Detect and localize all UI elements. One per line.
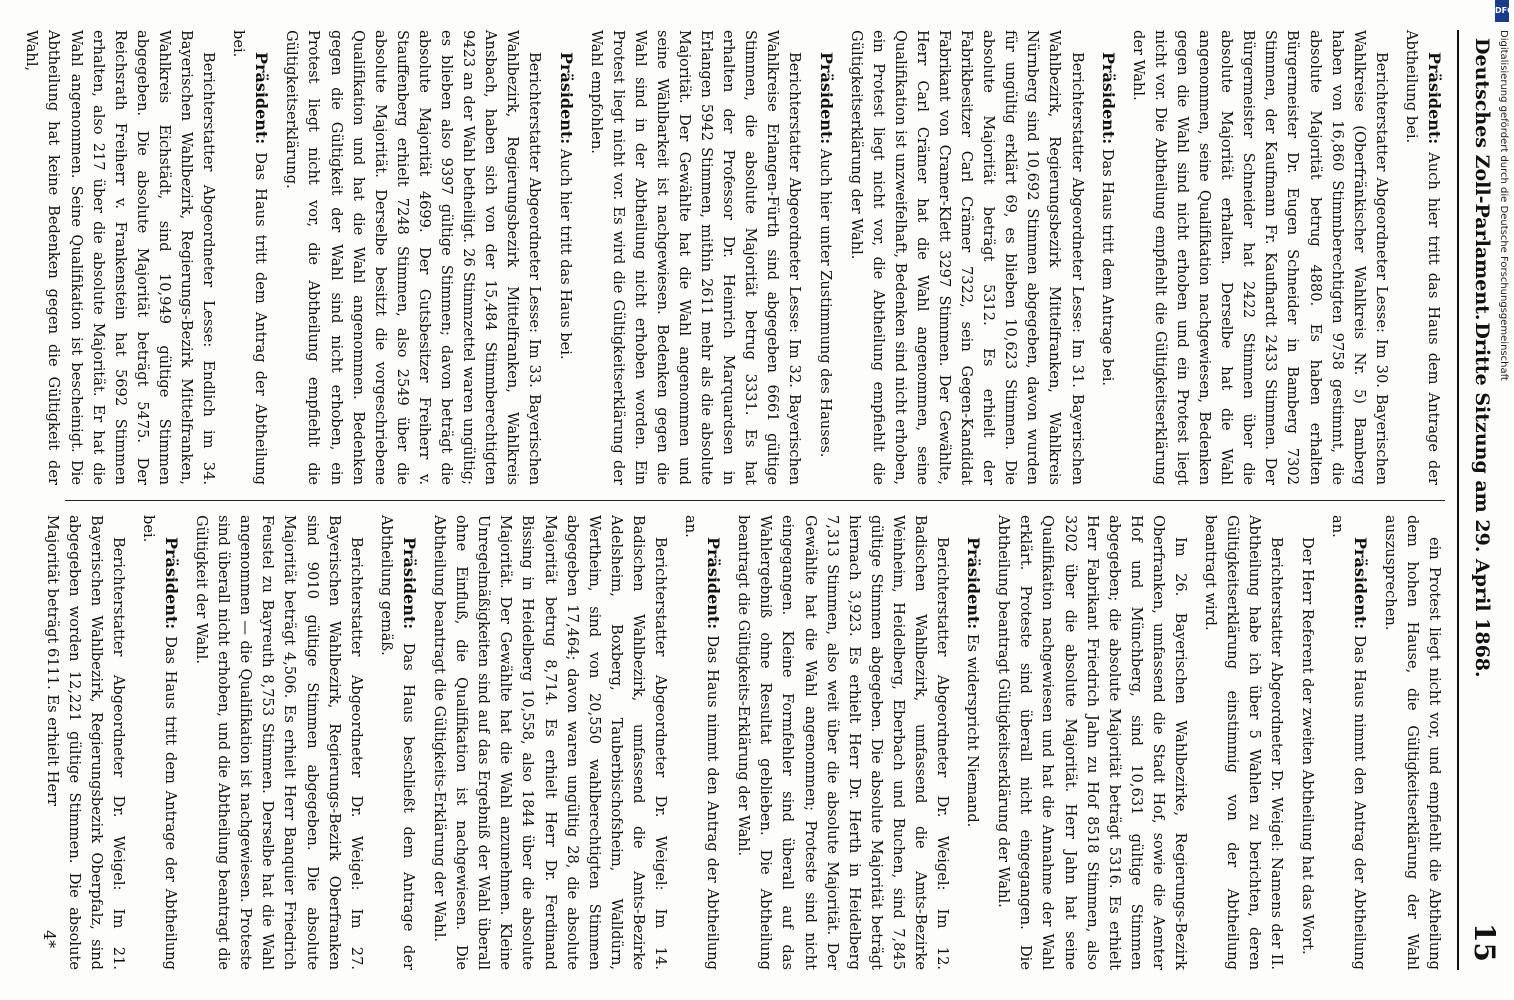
header-page-number: 15 — [1468, 923, 1501, 962]
paragraph-text: Berichterstatter Abgeordneter Lesse: Endlich im 34. Bayerischen Wahlbezirk, Regierungs-Bezirk Mittelfranken, Wahlkreis Eichstädt, sind 10,949 gültige Stimmen abgegeben. Die absolute Majorität beträgt 5475. Der Reichsrath Freiherr v. Frankenstein hat 5692 Stimmen erhalten, also 217 über die absolute Majorität. Er hat die Wahl angenommen. Seine Qualifikation ist bescheinigt. Die Abtheilung hat keine Bedenken gegen die Gültigkeit der Wahl, — [23, 30, 218, 485]
digitization-credit-text: Digitalisierung gefördert durch die Deutsche Forschungsgemeinschaft — [1498, 30, 1509, 381]
header-session-title: Dritte Sitzung am 29. April 1868. — [1471, 322, 1493, 678]
paragraph-text: Berichterstatter Abgeordneter Dr. Weigel: Im 27. Bayerischen Wahlbezirk, Regierungs-Bezirk Oberfranken sind 9010 gültige Stimmen abgegeben. Die absolute Majorität beträgt 4,506. Es erhielt Herr Banquier Friedrich Feustel zu Bayreuth 8,753 Stimmen. Derselbe hat die Wahl angenommen — die Qualifikation ist nachgewiesen. Proteste sind überall nicht erhoben, und die Abtheilung beantragt die Gültigkeit der Wahl. — [193, 515, 365, 970]
paragraph — [20, 30, 219, 485]
paragraph — [1400, 30, 1445, 485]
paragraph-text: Berichterstatter Abgeordneter Dr. Weigel: Im 21. Bayerischen Wahlbezirk, Regierungsbezirk Oberpfalz, sind abgegeben worden 12,221 gültige Stimmen. Die absolute Majorität beträgt 6111. Es erhielt Herr — [43, 515, 127, 970]
paragraph — [732, 515, 953, 970]
paragraph — [1127, 30, 1392, 485]
paragraph — [1295, 515, 1317, 970]
speaker-label: Präsident: — [1098, 52, 1118, 145]
paragraph — [375, 515, 420, 970]
paragraph-text: Es widerspricht Niemand. — [964, 633, 982, 828]
paragraph — [992, 515, 1191, 970]
speaker-label: Präsident: — [252, 52, 272, 145]
speaker-label: Präsident: — [704, 537, 724, 630]
paragraph — [1199, 515, 1287, 970]
paragraph — [553, 30, 576, 485]
paragraph-text: Berichterstatter Abgeordneter Lesse: Im 31. Bayerischen Wahlbezirk, Regierungsbezirk Mittelfranken, Wahlkreis Nürnberg sind 10,692 Stimmen abgegeben, davon wurden für ungültig erklärt 69, es blieben 10,623 Stimmen. Die absolute Majorität beträgt 5312. Es erhielt der Fabrikbesitzer Carl Crämer 7322, sein Gegen-Kandidat Fabrikant von Cramer-Klett 3297 Stimmen. Der Gewählte, Herr Carl Crämer hat die Wahl angenommen, seine Qualifikation ist unzweifelhaft, Bedenken sind nicht erhoben, ein Protest liegt nicht vor, die Abtheilung empfiehlt die Gültigkeitserklärung der Wahl. — [847, 30, 1086, 485]
speaker-label: Präsident: — [964, 537, 984, 630]
paragraph-text: Der Herr Referent der zweiten Abtheilung hat das Wort. — [1298, 537, 1316, 955]
paragraph — [845, 30, 1088, 485]
paragraph-text: Im 26. Bayerischen Wahlbezirke, Regierungs-Bezirk Oberfranken, umfassend die Stadt Hof, sowie die Aemter Hof und Münchberg, sind 10,631 gültige Stimmen abgegeben; die absolute Majorität beträgt 5316. Es erhielt Herr Fabrikant Friedrich Jahn zu Hof 8518 Stimmen, also 3202 über die absolute Majorität. Herr Jahn hat seine Qualifikation nachgewiesen und hat die Annahme der Wahl erklärt. Proteste sind überall nicht eingegangen. Die Abtheilung beantragt Gültigkeitserklärung der Wahl. — [995, 515, 1190, 970]
paragraph-text: Berichterstatter Abgeordneter Dr. Weigel: Im 14. Badischen Wahlbezirk, umfassend die Amts-Bezirke Adelsheim, Boxberg, Tauberbischofsheim, Walldürn, Wertheim, sind von 20,550 wahlberechtigten Stimmen abgegeben 17,464; davon waren ungültig 28, die absolute Majorität betrug 8,714. Es erhielt Herr Dr. Ferdinand Bissing in Heidelberg 10,558, also 1844 über die absolute Majorität. Der Gewählte hat die Wahl anzunehmen. Kleine Unregelmäßigkeiten sind auf das Ergebniß der Wahl überall ohne Einfluß, die Qualifikation ist nachgewiesen. Die Abtheilung beantragt die Gültigkeits-Erklärung der Wahl. — [431, 515, 669, 970]
text-column-right — [43, 515, 1445, 971]
paragraph-text: Berichterstatter Abgeordneter Lesse: Im 33. Bayerischen Wahlbezirk, Regierungsbezirk Mittelfranken, Wahlkreis Ansbach, haben sich von der 15,484 Stimmberechtigten 9423 an der Wahl betheiligt. 26 Stimmzettel waren ungültig; es blieben also 9397 gültige Stimmen; davon beträgt die absolute Majorität 4699. Der Gutsbesitzer Freiherr v. Stauffenberg erhielt 7248 Stimmen, also 2549 über die absolute Majorität. Derselbe besitzt die vorgeschriebene Qualifikation und hat die Wahl angenommen. Bedenken gegen die Gültigkeit der Wahl sind nicht erhoben, ein Protest liegt nicht vor, die Abtheilung empfiehlt die Gültigkeitserklärung. — [283, 30, 544, 485]
paragraph-text: ein Protest liegt nicht vor, und empfiehlt die Abtheilung dem hohen Hause, die Gültigkeitserklärung der Wahl auszusprechen. — [1381, 515, 1443, 970]
dfg-logo: DFG — [1495, 0, 1509, 22]
paragraph-text: Das Haus tritt dem Antrage bei. — [1098, 148, 1116, 387]
speaker-label: Präsident: — [399, 537, 419, 630]
paragraph — [190, 515, 367, 970]
speaker-label: Präsident: — [162, 537, 182, 630]
paragraph — [1096, 30, 1119, 485]
paragraph — [227, 30, 272, 485]
paragraph-text: Das Haus nimmt den Antrag der Abtheilung an. — [1328, 515, 1368, 971]
paragraph — [40, 515, 128, 970]
paragraph-text: Das Haus tritt dem Antrag der Abtheilung bei. — [230, 30, 270, 485]
paragraph-text: Das Haus nimmt den Antrag der Abtheilung an. — [682, 515, 722, 971]
paragraph-text: Auch hier tritt das Haus bei. — [556, 148, 574, 360]
paragraph-text: Berichterstatter Abgeordneter Lesse: Im 32. Bayerischen Wahlkreise Erlangen-Fürth sind abgegeben 6661 gültige Stimmen, die absolute Majorität betrug 3331. Es hat erhalten der Professor Dr. Heinrich Marquardsen in Erlangen 5942 Stimmen, mithin 2611 mehr als die absolute Majorität. Der Gewählte hat die Wahl angenommen und seine Wählbarkeit ist nachgewiesen. Bedenken gegen die Wahl sind in der Abtheilung nicht erhoben worden. Ein Protest liegt nicht vor. Es wird die Gültigkeitserklärung der Wahl empfohlen. — [587, 30, 804, 485]
speaker-label: Präsident: — [556, 52, 576, 145]
credit-strip — [1495, 0, 1514, 1000]
paragraph-text: Berichterstatter Abgeordneter Dr. Weigel: Im 12. Badischen Wahlbezirk, umfassend die Amts-Bezirke Weinheim, Heidelberg, Eberbach und Buchen, sind 7,845 gültige Stimmen abgegeben. Die absolute Majorität beträgt hiernach 3,923. Es erhielt Herr Dr. Herth in Heidelberg 7,313 Stimmen, also weit über die absolute Majorität. Der Gewählte hat die Wahl angenommen; Proteste sind nicht eingegangen. Kleine Formfehler sind überall auf das Wahlergebniß ohne Resultat geblieben. Die Abtheilung beantragt die Gültigkeits-Erklärung der Wahl. — [735, 515, 952, 970]
signature-mark: 4* — [40, 930, 59, 949]
paragraph — [280, 30, 545, 485]
paragraph-text: Auch hier unter Zustimmung des Hauses. — [816, 148, 834, 458]
paragraph — [428, 515, 671, 970]
paragraph-text: Das Haus tritt dem Antrage der Abtheilung bei. — [139, 515, 180, 971]
header-publication: Deutsches Zoll-Parlament. — [1471, 38, 1493, 321]
paragraph-text: Das Haus beschließt dem Antrage der Abtheilung gemäß. — [377, 515, 417, 970]
paragraph — [1379, 515, 1445, 970]
paragraph-text: Berichterstatter Abgeordneter Lesse: Im 30. Bayerischen Wahlkreise (Oberfränkischer Wahlkreis Nr. 5) Bamberg haben von 16,860 Stimmberechtigten 9758 gestimmt, die absolute Majorität betrug 4880. Es haben erhalten Bürgermeister Dr. Eugen Schneider in Bamberg 7302 Stimmen, der Kaufmann Fr. Kaufhardt 2433 Stimmen. Der Bürgermeister Schneider hat 2422 Stimmen über die absolute Majorität erhalten. Derselbe hat die Wahl angenommen, seine Qualifikation nachgewiesen, Bedenken gegen die Wahl sind nicht erhoben und ein Protest liegt nicht vor. Die Abtheilung empfiehlt die Gültigkeitserklärung der Wahl. — [1129, 30, 1390, 485]
paragraph — [961, 515, 984, 970]
speaker-label: Präsident: — [1425, 52, 1444, 145]
paragraph-text: Auch hier tritt das Haus dem Antrage der Abtheilung bei. — [1402, 30, 1442, 486]
paragraph — [813, 30, 836, 485]
text-column-left — [23, 30, 1445, 486]
paragraph — [679, 515, 724, 970]
column-divider — [65, 500, 1445, 501]
paragraph — [137, 515, 182, 970]
speaker-label: Präsident: — [1350, 537, 1370, 630]
speaker-label: Präsident: — [816, 52, 836, 145]
paragraph — [1326, 515, 1371, 970]
paragraph — [585, 30, 806, 485]
paragraph-text: Berichterstatter Abgeordneter Dr. Weigel: Namens der II. Abtheilung habe ich über 5 Wahlen zu berichten, deren Gültigkeitserklärung einstimmig von der Abtheilung beantragt wird. — [1202, 515, 1286, 970]
